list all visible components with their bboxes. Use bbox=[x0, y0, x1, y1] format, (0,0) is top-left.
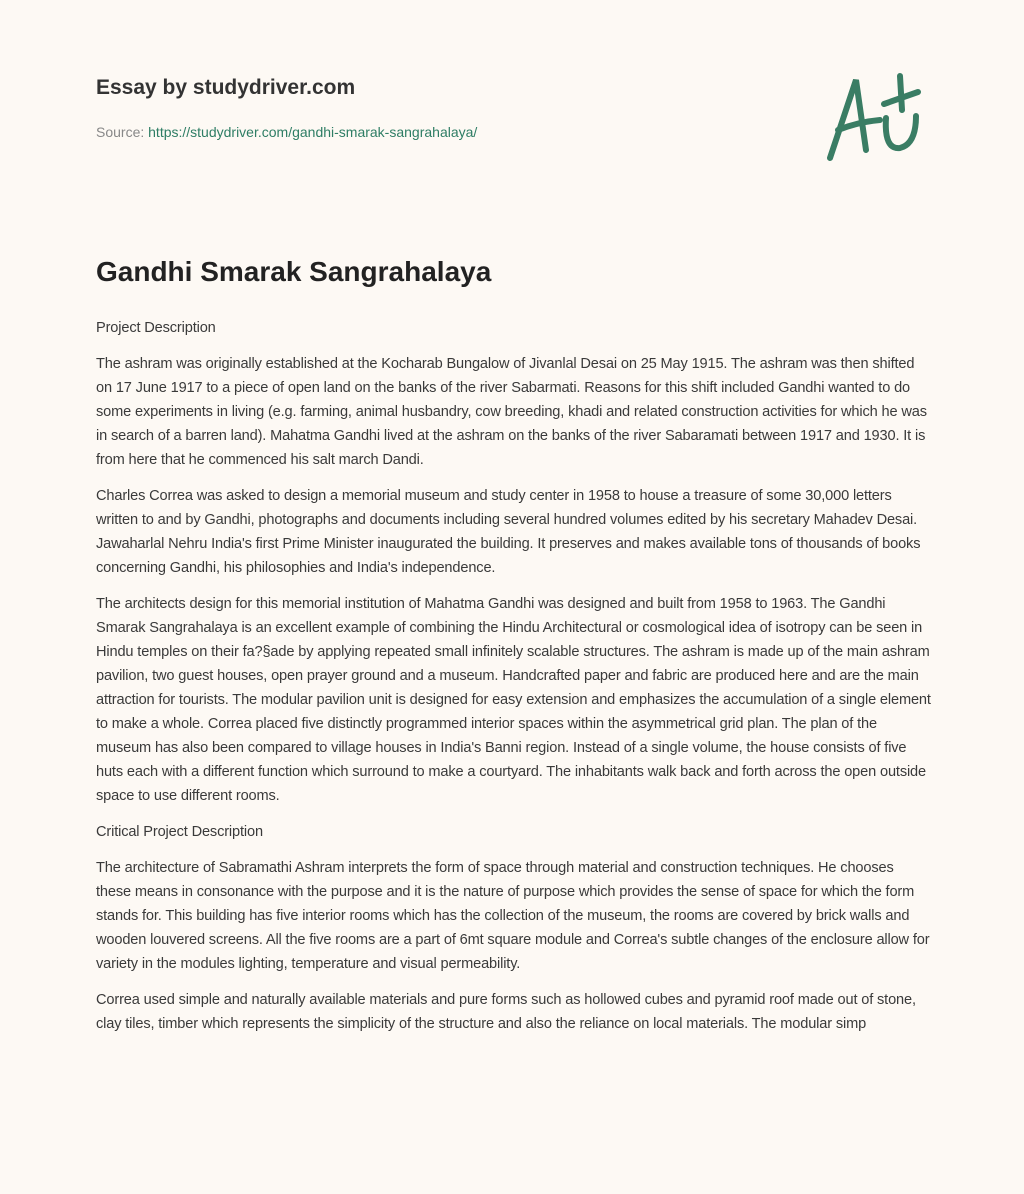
section-heading: Critical Project Description bbox=[96, 824, 263, 840]
source-label: Source: bbox=[96, 124, 145, 140]
source-line bbox=[96, 124, 477, 140]
paragraph: Charles Correa was asked to design a memorial museum and study center in 1958 to house a treasure of some 30,000 letters written to and by Gandhi, photographs and documents including several hundred volumes edited by his secretary Mahadev Desai. Jawaharlal Nehru India's first Prime Minister inaugurated the building. It preserves and makes available tons of thousands of books concerning Gandhi, his philosophies and India's independence. bbox=[96, 488, 921, 576]
article-body bbox=[96, 316, 932, 1048]
paragraph: Correa used simple and naturally available materials and pure forms such as hollowed cubes and pyramid roof made out of stone, clay tiles, timber which represents the simplicity of the structure and also the reliance on local materials. The modular simp bbox=[96, 992, 916, 1032]
paragraph: The architects design for this memorial institution of Mahatma Gandhi was designed and built from 1958 to 1963. The Gandhi Smarak Sangrahalaya is an excellent example of combining the Hindu Architectural or cosmological idea of isotropy can be seen in Hindu temples on their fa?§ade by applying repeated small infinitely scalable structures. The ashram is made up of the main ashram pavilion, two guest houses, open prayer ground and a museum. Handcrafted paper and fabric are produced here and are the main attraction for tourists. The modular pavilion unit is designed for easy extension and emphasizes the accumulation of a single element to make a whole. Correa placed five distinctly programmed interior spaces within the asymmetrical grid plan. The plan of the museum has also been compared to village houses in India's Banni region. Instead of a single volume, the house consists of five huts each with a different function which surround to make a courtyard. The inhabitants walk back and forth across the open outside space to use different rooms. bbox=[96, 596, 931, 804]
section-heading: Project Description bbox=[96, 320, 216, 336]
a-plus-logo bbox=[818, 70, 928, 166]
source-link[interactable]: https://studydriver.com/gandhi-smarak-sangrahalaya/ bbox=[148, 124, 478, 140]
site-title: Essay by studydriver.com bbox=[96, 76, 356, 99]
article-title: Gandhi Smarak Sangrahalaya bbox=[96, 256, 492, 287]
paragraph: The architecture of Sabramathi Ashram interprets the form of space through material and construction techniques. He chooses these means in consonance with the purpose and it is the nature of purpose which provides the sense of space for which the form stands for. This building has five interior rooms which has the collection of the museum, the rooms are covered by brick walls and wooden louvered screens. All the five rooms are a part of 6mt square module and Correa's subtle changes of the enclosure allow for variety in the modules lighting, temperature and visual permeability. bbox=[96, 860, 930, 972]
paragraph: The ashram was originally established at the Kocharab Bungalow of Jivanlal Desai on 25 May 1915. The ashram was then shifted on 17 June 1917 to a piece of open land on the banks of the river Sabarmati. Reasons for this shift included Gandhi wanted to do some experiments in living (e.g. farming, animal husbandry, cow breeding, khadi and related construction activities for which he was in search of a barren land). Mahatma Gandhi lived at the ashram on the banks of the river Sabaramati between 1917 and 1930. It is from here that he commenced his salt march Dandi. bbox=[96, 356, 927, 468]
